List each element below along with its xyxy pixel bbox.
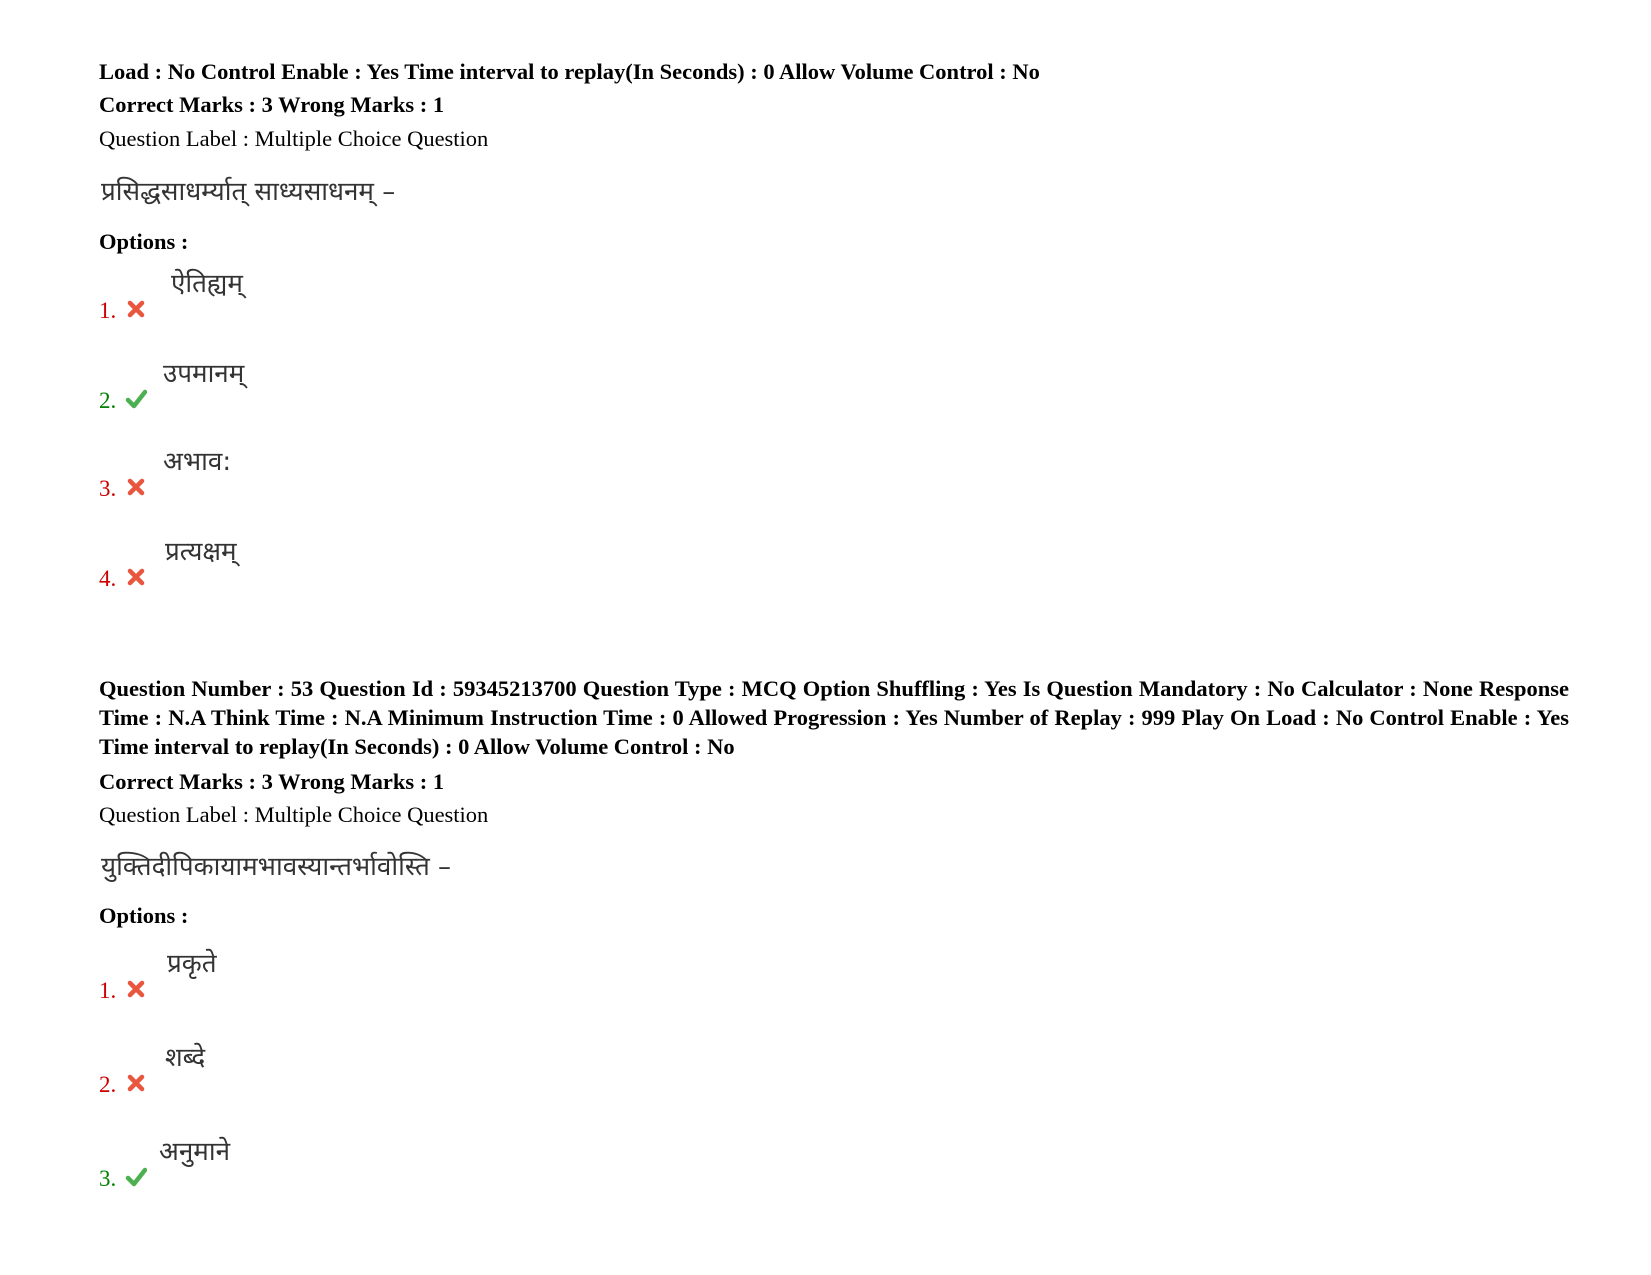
option-number: 3. [99, 476, 117, 501]
marks-line: Correct Marks : 3 Wrong Marks : 1 [99, 92, 445, 117]
question-meta: Question Number : 53 Question Id : 59345213700 Question Type : MCQ Option Shuffling : Yes Is Question Mandatory : No Calculator : None Response Time : N.A Think Time : N.A Minimum Instruction Time : 0 Allowed Progression : Yes Number of Replay : 999 Play On Load : No Control Enable : Yes Time interval to replay(In Seconds) : 0 Allow Volume Control : No [99, 676, 1569, 759]
option-text: उपमानम् [163, 359, 245, 389]
cross-icon [125, 1072, 147, 1094]
option-number: 3. [99, 1166, 117, 1191]
option-number: 4. [99, 566, 117, 591]
option-item [99, 1132, 699, 1192]
option-number: 1. [99, 978, 117, 1003]
option-text: शब्दे [165, 1043, 206, 1073]
option-text: ऐतिह्यम् [171, 269, 243, 299]
option-number: 1. [99, 298, 117, 323]
option-text: प्रकृते [167, 949, 217, 979]
option-text: अभाव: [163, 447, 232, 477]
options-heading: Options : [99, 903, 189, 928]
option-number: 2. [99, 388, 117, 413]
check-icon [125, 1166, 147, 1188]
question-meta-line: Load : No Control Enable : Yes Time interval to replay(In Seconds) : 0 Allow Volume Control : No [99, 59, 1040, 84]
option-item [99, 264, 699, 324]
option-item [99, 944, 699, 1004]
question-text: प्रसिद्धसाधर्म्यात् साध्यसाधनम् – [101, 177, 396, 207]
option-item [99, 354, 699, 414]
check-icon [125, 388, 147, 410]
option-number: 2. [99, 1072, 117, 1097]
option-text: अनुमाने [159, 1137, 231, 1167]
marks-line: Correct Marks : 3 Wrong Marks : 1 [99, 769, 445, 794]
cross-icon [125, 476, 147, 498]
question-label: Question Label : Multiple Choice Question [99, 802, 489, 827]
option-item [99, 532, 699, 592]
option-item [99, 1038, 699, 1098]
cross-icon [125, 978, 147, 1000]
option-text: प्रत्यक्षम् [165, 537, 237, 567]
cross-icon [125, 298, 147, 320]
cross-icon [125, 566, 147, 588]
question-label: Question Label : Multiple Choice Question [99, 126, 489, 151]
options-heading: Options : [99, 229, 189, 254]
question-text: युक्तिदीपिकायामभावस्यान्तर्भावोस्ति – [101, 852, 452, 882]
option-item [99, 442, 699, 502]
